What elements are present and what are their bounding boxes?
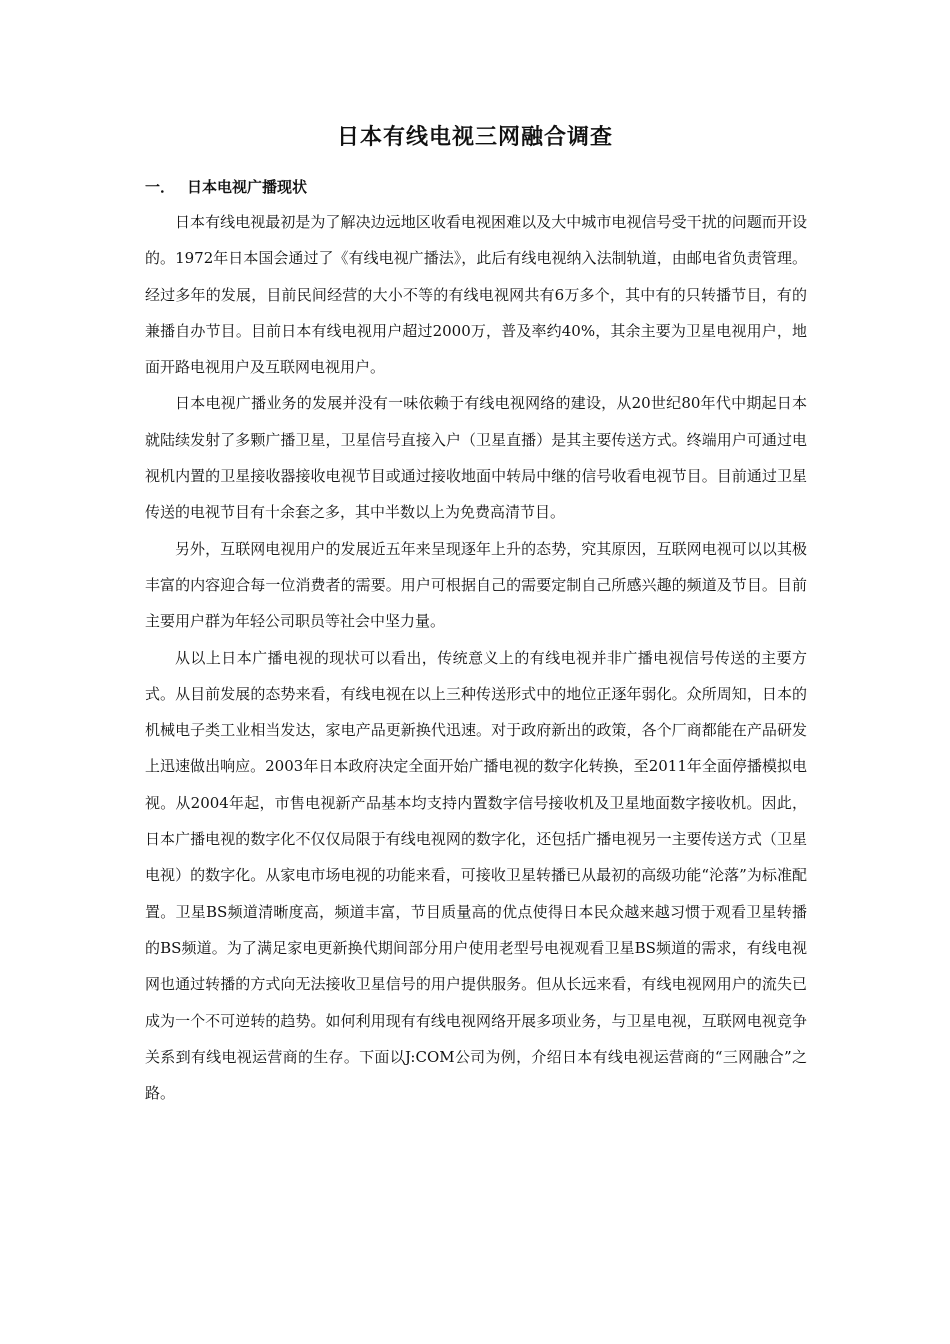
document-title: 日本有线电视三网融合调查	[336, 125, 613, 150]
section-heading-text: 日本电视广播现状	[187, 178, 308, 196]
section-heading	[145, 176, 307, 197]
paragraph-1: 日本有线电视最初是为了解决边远地区收看电视困难以及大中城市电视信号受干扰的问题而开设的。1972年日本国会通过了《有线电视广播法》，此后有线电视纳入法制轨道，由邮电省负责管理。经过多年的发展，目前民间经营的大小不等的有线电视网共有6万多个，其中有的只转播节目，有的兼播自办节目。目前日本有线电视用户超过2000万，普及率约40%，其余主要为卫星电视用户，地面开路电视用户及互联网电视用户。	[145, 213, 807, 377]
document-body	[145, 204, 807, 1111]
paragraph-3: 另外，互联网电视用户的发展近五年来呈现逐年上升的态势，究其原因，互联网电视可以以其极丰富的内容迎合每一位消费者的需要。用户可根据自己的需要定制自己所感兴趣的频道及节目。目前主要用户群为年轻公司职员等社会中坚力量。	[145, 539, 807, 631]
paragraph-2: 日本电视广播业务的发展并没有一味依赖于有线电视网络的建设，从20世纪80年代中期起日本就陆续发射了多颗广播卫星，卫星信号直接入户（卫星直播）是其主要传送方式。终端用户可通过电视机内置的卫星接收器接收电视节目或通过接收地面中转局中继的信号收看电视节目。目前通过卫星传送的电视节目有十余套之多，其中半数以上为免费高清节目。	[145, 394, 807, 522]
section-number: 一．	[145, 178, 176, 196]
paragraph-4: 从以上日本广播电视的现状可以看出，传统意义上的有线电视并非广播电视信号传送的主要方式。从目前发展的态势来看，有线电视在以上三种传送形式中的地位正逐年弱化。众所周知，日本的机械电子类工业相当发达，家电产品更新换代迅速。对于政府新出的政策，各个厂商都能在产品研发上迅速做出响应。2003年日本政府决定全面开始广播电视的数字化转换，至2011年全面停播模拟电视。从2004年起，市售电视新产品基本均支持内置数字信号接收机及卫星地面数字接收机。因此，日本广播电视的数字化不仅仅局限于有线电视网的数字化，还包括广播电视另一主要传送方式（卫星电视）的数字化。从家电市场电视的功能来看，可接收卫星转播已从最初的高级功能“沦落”为标准配置。卫星BS频道清晰度高，频道丰富，节目质量高的优点使得日本民众越来越习惯于观看卫星转播的BS频道。为了满足家电更新换代期间部分用户使用老型号电视观看卫星BS频道的需求，有线电视网也通过转播的方式向无法接收卫星信号的用户提供服务。但从长远来看，有线电视网用户的流失已成为一个不可逆转的趋势。如何利用现有有线电视网络开展多项业务，与卫星电视，互联网电视竞争关系到有线电视运营商的生存。下面以J:COM公司为例，介绍日本有线电视运营商的“三网融合”之路。	[145, 648, 807, 1103]
